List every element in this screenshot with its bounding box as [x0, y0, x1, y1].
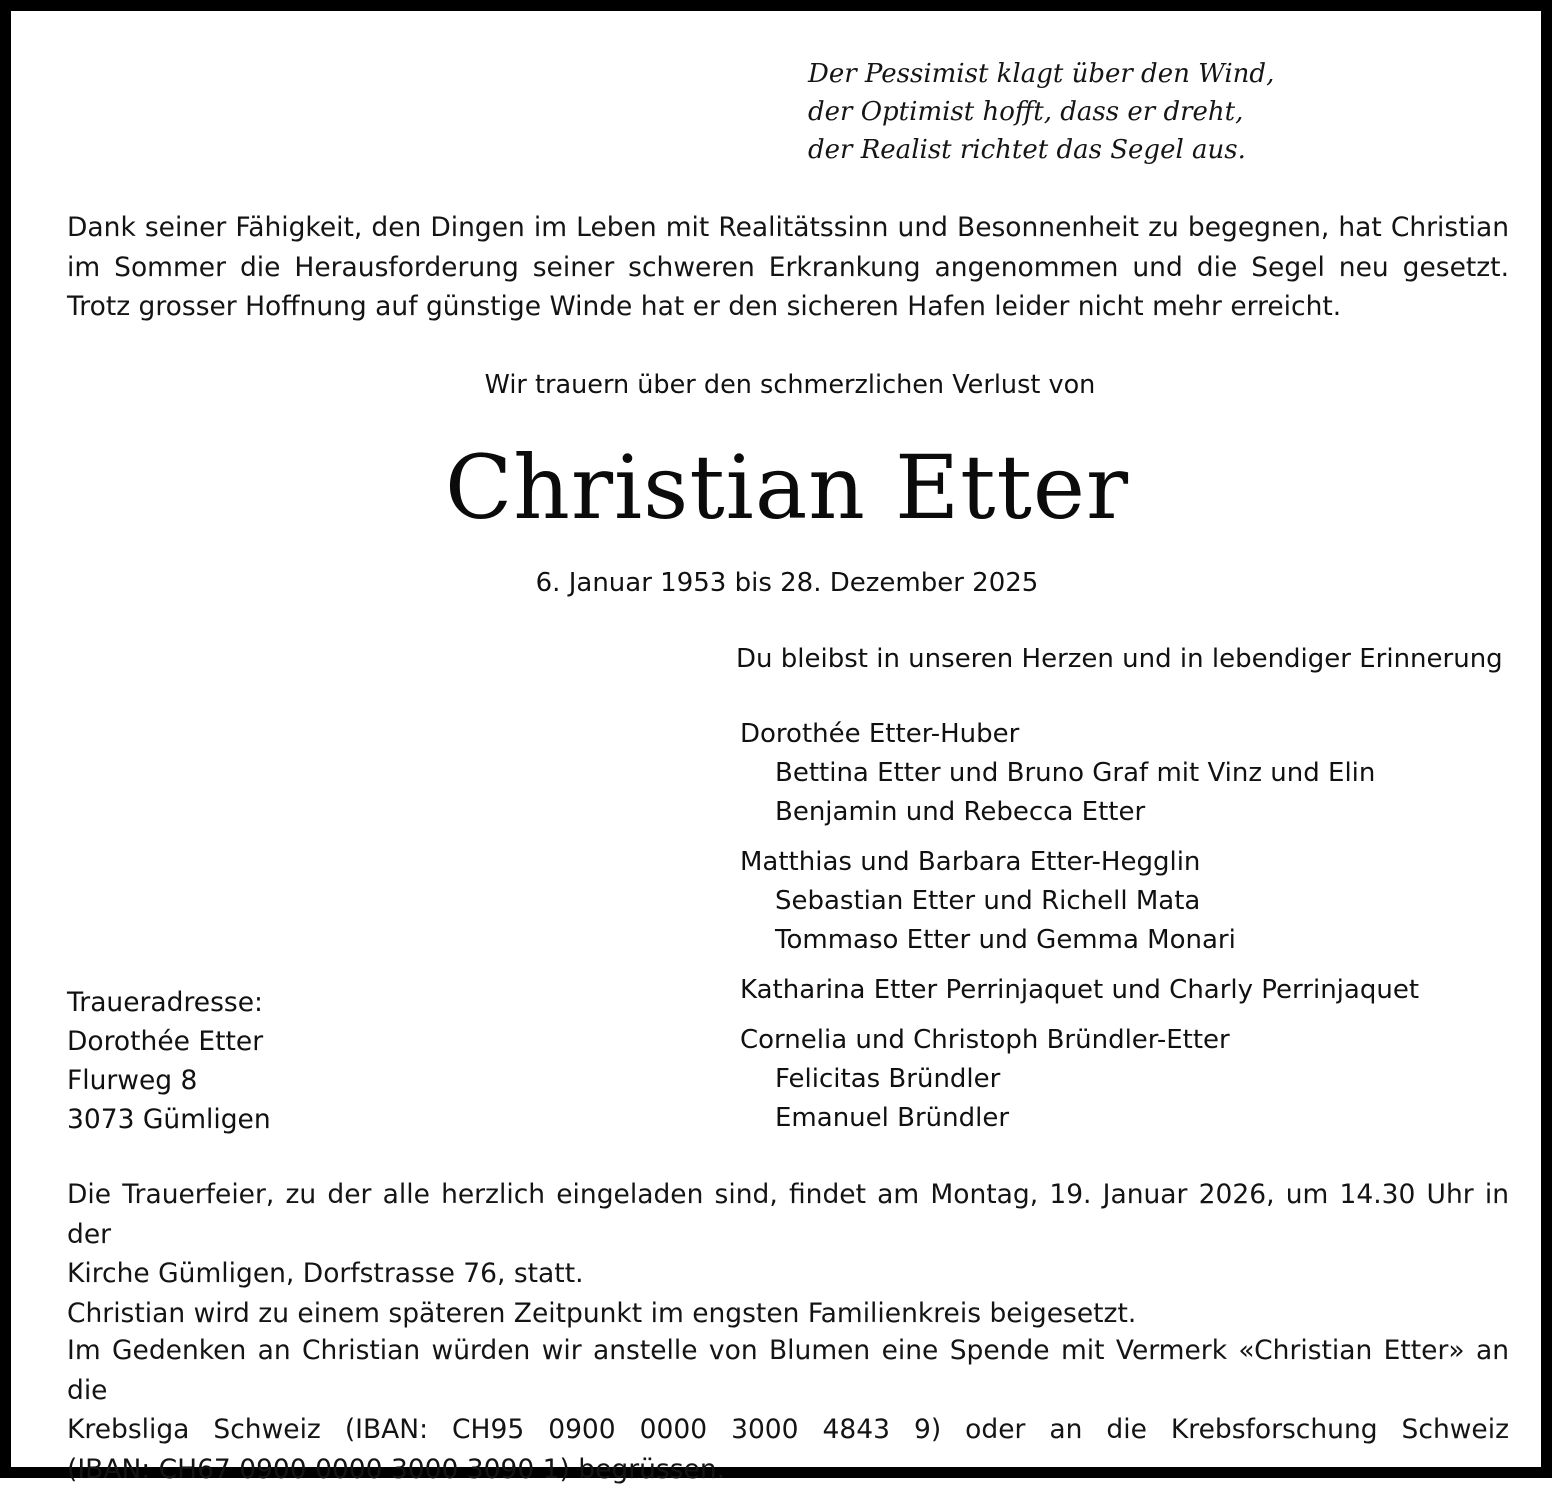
tribute-line: Trotz grosser Hoffnung auf günstige Winde hat er den sicheren Hafen leider nicht mehr erreicht.: [67, 287, 1509, 327]
tribute-line: Dank seiner Fähigkeit, den Dingen im Leben mit Realitätssinn und Besonnenheit zu begegnen, hat Christian: [67, 208, 1509, 248]
funeral-line: Kirche Gümligen, Dorfstrasse 76, statt.: [67, 1254, 1509, 1294]
tribute-line: im Sommer die Herausforderung seiner schweren Erkrankung angenommen und die Segel neu gesetzt.: [67, 248, 1509, 288]
quote-line: der Optimist hofft, dass er dreht,: [808, 93, 1488, 131]
family-member: Sebastian Etter und Richell Mata: [740, 882, 1500, 921]
address-city: 3073 Gümligen: [67, 1100, 271, 1139]
funeral-paragraph: [67, 1175, 1509, 1333]
family-head: Katharina Etter Perrinjaquet und Charly Perrinjaquet: [740, 971, 1500, 1010]
funeral-line: Christian wird zu einem späteren Zeitpunkt im engsten Familienkreis beigesetzt.: [67, 1294, 1509, 1334]
remembrance-line: Du bleibst in unseren Herzen und in lebendiger Erinnerung: [736, 639, 1503, 679]
family-member: Emanuel Bründler: [740, 1099, 1500, 1138]
donation-paragraph: [67, 1331, 1509, 1489]
address-label: Traueradresse:: [67, 983, 271, 1022]
family-group: [740, 971, 1500, 1010]
deceased-name: Christian Etter: [11, 436, 1552, 540]
donation-line: Im Gedenken an Christian würden wir anstelle von Blumen eine Spende mit Vermerk «Christian Etter» an die: [67, 1331, 1509, 1410]
quote-line: der Realist richtet das Segel aus.: [808, 131, 1488, 169]
family-member: Bettina Etter und Bruno Graf mit Vinz und Elin: [740, 754, 1500, 793]
family-member: Felicitas Bründler: [740, 1060, 1500, 1099]
quote-line: Der Pessimist klagt über den Wind,: [808, 55, 1488, 93]
epigraph-quote: [808, 55, 1488, 169]
funeral-line: Die Trauerfeier, zu der alle herzlich eingeladen sind, findet am Montag, 19. Januar 2026, um 14.30 Uhr in der: [67, 1175, 1509, 1254]
donation-line: (IBAN: CH67 0900 0000 3000 3090 1) begrüssen.: [67, 1450, 1509, 1489]
mourning-intro: Wir trauern über den schmerzlichen Verlust von: [11, 365, 1552, 405]
family-member: Benjamin und Rebecca Etter: [740, 793, 1500, 832]
donation-line: Krebsliga Schweiz (IBAN: CH95 0900 0000 3000 4843 9) oder an die Krebsforschung Schweiz: [67, 1410, 1509, 1450]
family-member: Tommaso Etter und Gemma Monari: [740, 921, 1500, 960]
family-head: Dorothée Etter-Huber: [740, 715, 1500, 754]
family-group: [740, 1021, 1500, 1138]
address-street: Flurweg 8: [67, 1061, 271, 1100]
address-name: Dorothée Etter: [67, 1022, 271, 1061]
mourners-list: [740, 715, 1500, 1149]
family-group: [740, 715, 1500, 832]
tribute-paragraph: [67, 208, 1509, 327]
mourning-address: [67, 983, 271, 1139]
life-dates: 6. Januar 1953 bis 28. Dezember 2025: [11, 563, 1552, 603]
family-head: Cornelia und Christoph Bründler-Etter: [740, 1021, 1500, 1060]
family-group: [740, 843, 1500, 960]
family-head: Matthias und Barbara Etter-Hegglin: [740, 843, 1500, 882]
